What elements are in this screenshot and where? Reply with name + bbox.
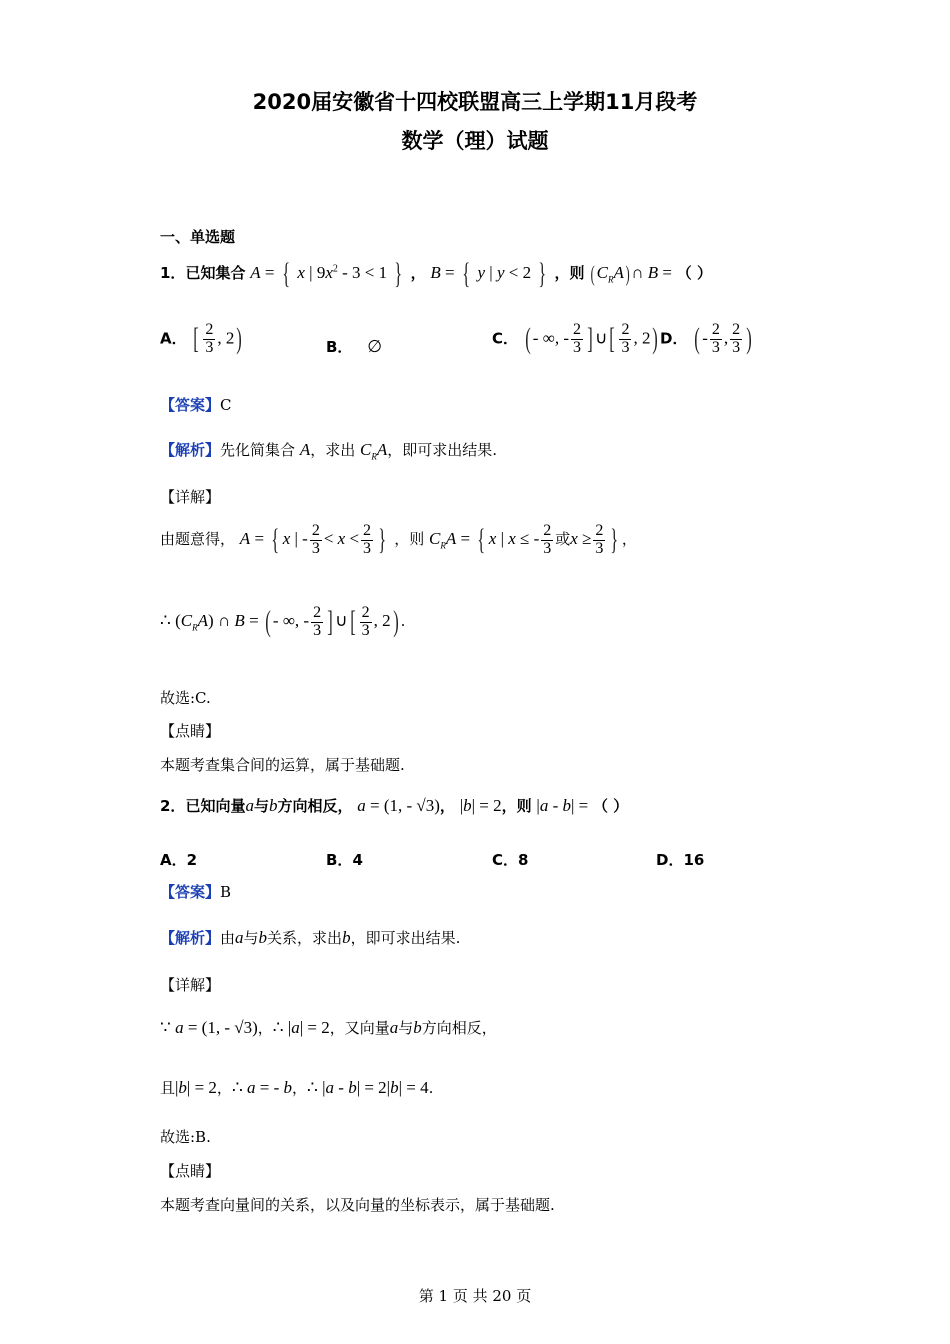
q1-number: 1． <box>160 263 186 282</box>
q1-set-a: A = { x | $9x^2 - 3 < 1$ } <box>250 257 403 290</box>
q1-therefore: ∴ $(C_RA)$ ∩ B = ( - ∞, - $\frac{2}{3}$ ] ∪[ $\frac{2}{3}$ , 2) . <box>160 603 406 639</box>
q2-comment: 本题考查向量间的关系，以及向量的坐标表示，属于基础题. <box>160 1196 555 1214</box>
q1-stem-prefix: 已知集合 <box>185 263 246 282</box>
q1-analysis: 【解析】先化简集合 A，求出 $C_RA$，即可求出结果. <box>160 440 498 462</box>
q1-option-a[interactable]: A． [ $\frac{2}{3}$ , 2) <box>160 321 243 356</box>
q2-conclusion: 故选:B. <box>160 1128 211 1146</box>
section-heading: 一、单选题 <box>160 228 236 246</box>
q1-expr: $(C_RA)\cap$ B = <box>590 260 672 286</box>
q1-blank: （ ） <box>676 263 712 282</box>
q1-option-b[interactable]: B． ∅ <box>326 337 383 356</box>
q1-answer: 【答案】C <box>160 396 232 414</box>
q1-comment-tag: 【点睛】 <box>160 722 221 740</box>
q2-detail-1: ∵ a = (1, - √3)，∴ |a| = 2，又向量a与b方向相反， <box>160 1018 497 1037</box>
title-line-1: 2020届安徽省十四校联盟高三上学期11月段考 <box>252 90 698 114</box>
q2-option-a[interactable]: A．2 <box>160 851 198 869</box>
q2-option-b[interactable]: B．4 <box>326 851 363 869</box>
q2-detail-tag: 【详解】 <box>160 976 221 994</box>
q2-comment-tag: 【点睛】 <box>160 1162 221 1180</box>
q1-then: ，则 <box>554 263 585 282</box>
q1-detail: 由题意得， A = { x | - $\frac{2}{3}$ < x < $\frac{2}{3}$ } ，则 $C_RA$ = { x | x ≤ - $\frac{2}{3}$ 或x ≥ $\frac{2}{3}$ } ， <box>160 521 637 557</box>
q1-option-c[interactable]: C． ( - ∞, - $\frac{2}{3}$ ] ∪[ $\frac{2}{3}$ , 2) <box>492 321 659 356</box>
page-footer: 第 1 页 共 20 页 <box>418 1287 532 1305</box>
q2-answer: 【答案】B <box>160 883 232 901</box>
q1-detail-tag: 【详解】 <box>160 488 221 506</box>
q1-stem: 1．已知集合 A = { x | $9x^2 - 3 < 1$ } ， B = { y | y < 2 } ，则 $(C_RA)\cap$ B = （ ） <box>160 257 712 290</box>
empty-set-symbol: ∅ <box>367 337 383 356</box>
q2-detail-2: 且|b| = 2，∴ a = - b，∴ |a - b| = 2|b| = 4. <box>160 1078 434 1097</box>
q2-option-c[interactable]: C．8 <box>492 851 529 869</box>
title-line-2: 数学（理）试题 <box>401 129 549 153</box>
q2-stem: 2．已知向量a与b方向相反， a = (1, - √3)， |b| = 2，则 |a - b| = （ ） <box>160 796 629 815</box>
q2-option-d[interactable]: D．16 <box>656 851 705 869</box>
q1-conclusion: 故选:C. <box>160 689 211 707</box>
q1-set-b: B = { y | y < 2 } <box>430 257 547 290</box>
q1-comment: 本题考查集合间的运算，属于基础题. <box>160 756 405 774</box>
q1-option-d[interactable]: D． ( - $\frac{2}{3}$ , $\frac{2}{3}$ ) <box>660 321 752 356</box>
q2-analysis: 【解析】由a与b关系，求出b，即可求出结果. <box>160 928 461 947</box>
